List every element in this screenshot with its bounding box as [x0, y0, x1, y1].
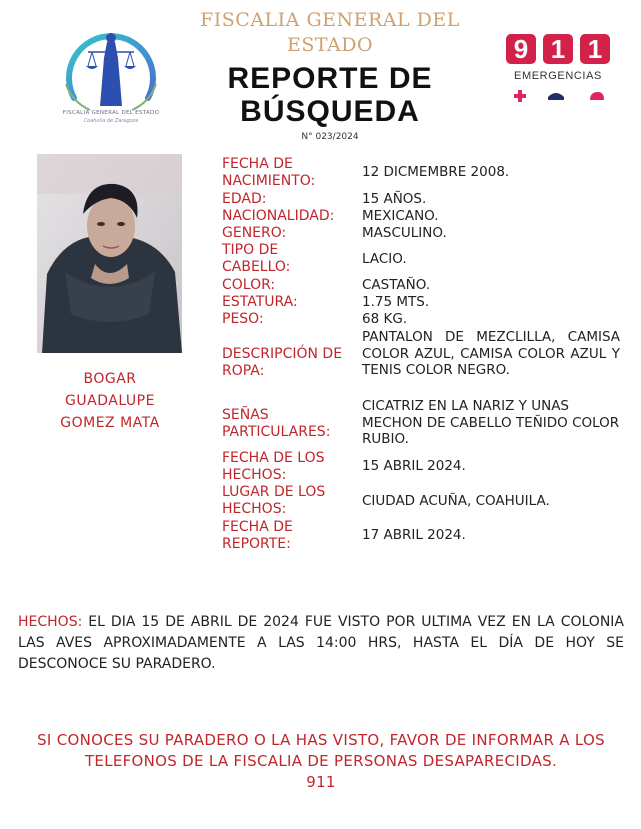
contact-notice [20, 730, 622, 793]
emergency-digit: 9 [506, 34, 536, 64]
age-label: EDAD: [222, 191, 267, 207]
missing-person-name [30, 368, 190, 434]
emergency-digit: 1 [543, 34, 573, 64]
marks-label: SEÑAS PARTICULARES: [222, 407, 331, 440]
clothing-value: PANTALON DE MEZCLILLA, CAMISA COLOR AZUL, CAMISA COLOR AZUL Y TENIS COLOR NEGRO. [362, 329, 620, 378]
page-title: REPORTE DE BÚSQUEDA [227, 62, 433, 128]
facts-label: HECHOS: [18, 614, 83, 630]
height-value: 1.75 MTS. [362, 294, 430, 310]
birth-date-label: FECHA DE NACIMIENTO: [222, 156, 316, 189]
color-label: COLOR: [222, 277, 276, 293]
birth-date-value: 12 DICMEMBRE 2008. [362, 164, 510, 180]
name-line: BOGAR [83, 371, 137, 387]
report-date-value: 17 ABRIL 2024. [362, 527, 466, 543]
marks-value: CICATRIZ EN LA NARIZ Y UNAS MECHON DE CABELLO TEÑIDO COLOR RUBIO. [362, 398, 620, 447]
emergency-services-icons [506, 88, 610, 104]
missing-person-photo [37, 154, 182, 353]
contact-phone: 911 [306, 773, 336, 791]
emergency-digit: 1 [580, 34, 610, 64]
event-place-label: LUGAR DE LOS HECHOS: [222, 484, 326, 517]
age-value: 15 AÑOS. [362, 191, 427, 207]
contact-notice-text: SI CONOCES SU PARADERO O LA HAS VISTO, FAVOR DE INFORMAR A LOS TELEFONOS DE LA FISCALIA DE PERSONAS DESAPARECIDAS. [37, 731, 605, 770]
report-date-label: FECHA DE REPORTE: [222, 519, 293, 552]
emergency-911-logo [506, 34, 610, 106]
facts-text: EL DIA 15 DE ABRIL DE 2024 FUE VISTO POR ULTIMA VEZ EN LA COLONIA LAS AVES APROXIMADAMENTE A LAS 14:00 HRS, HASTA EL DÍA DE HOY SE DESCONOCE SU PARADERO. [18, 614, 624, 672]
clothing-label: DESCRIPCIÓN DE ROPA: [222, 346, 343, 379]
gender-value: MASCULINO. [362, 225, 447, 241]
event-date-value: 15 ABRIL 2024. [362, 458, 466, 474]
nationality-value: MEXICANO. [362, 208, 439, 224]
height-label: ESTATURA: [222, 294, 298, 310]
gender-label: GENERO: [222, 225, 287, 241]
weight-value: 68 KG. [362, 311, 408, 327]
event-place-value: CIUDAD ACUÑA, COAHUILA. [362, 493, 550, 509]
fire-helmet-icon [590, 92, 604, 100]
logo-caption: FISCALIA GENERAL DEL ESTADO [62, 110, 160, 116]
logo-subcaption: Coahuila de Zaragoza [83, 118, 139, 124]
hair-type-label: TIPO DE CABELLO: [222, 242, 291, 275]
police-cap-icon [548, 93, 564, 100]
report-folio: N° 023/2024 [301, 132, 359, 142]
agency-name: FISCALIA GENERAL DEL ESTADO [200, 9, 460, 56]
color-value: CASTAÑO. [362, 277, 431, 293]
nationality-label: NACIONALIDAD: [222, 208, 335, 224]
hair-type-value: LACIO. [362, 251, 407, 267]
facts-paragraph [18, 612, 624, 675]
weight-label: PESO: [222, 311, 264, 327]
name-line: GOMEZ MATA [60, 415, 160, 431]
name-line: GUADALUPE [65, 393, 155, 409]
event-date-label: FECHA DE LOS HECHOS: [222, 450, 325, 483]
emergency-label: EMERGENCIAS [514, 70, 602, 82]
